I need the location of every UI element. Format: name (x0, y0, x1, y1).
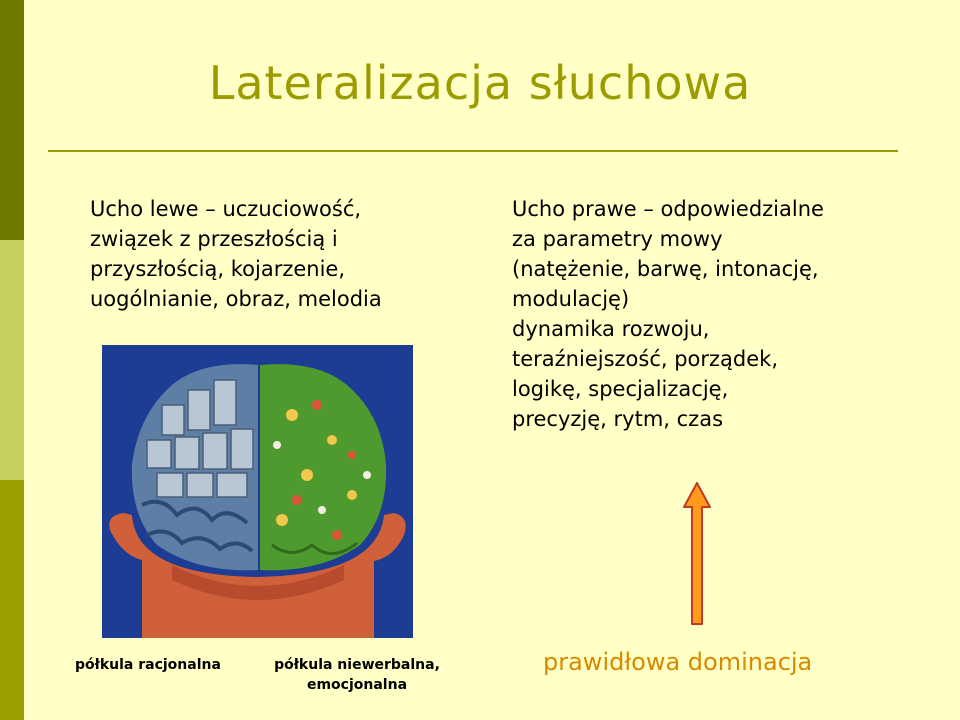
side-accent-bar-top (0, 0, 24, 240)
left-hemisphere-caption: półkula racjonalna (75, 657, 221, 673)
dominance-label: prawidłowa dominacja (543, 648, 813, 676)
slide-title: Lateralizacja słuchowa (208, 56, 752, 110)
up-arrow-icon (682, 481, 712, 626)
brain-hemispheres-image (102, 345, 413, 638)
brain-illustration (102, 345, 413, 638)
title-divider (48, 150, 898, 152)
side-accent-bar-middle (0, 240, 24, 480)
right-ear-description: Ucho prawe – odpowiedzialne za parametry mowy (natężenie, barwę, intonację, modulację) dynamika rozwoju, teraźniejszość, porządek, logikę, specjalizację, precyzję, rytm, czas (512, 197, 824, 431)
left-ear-description: Ucho lewe – uczuciowość, związek z przeszłością i przyszłością, kojarzenie, uogólnianie, obraz, melodia (90, 197, 382, 311)
right-hemisphere-caption: półkula niewerbalna, emocjonalna (274, 657, 440, 693)
side-accent-bar-bottom (0, 480, 24, 720)
